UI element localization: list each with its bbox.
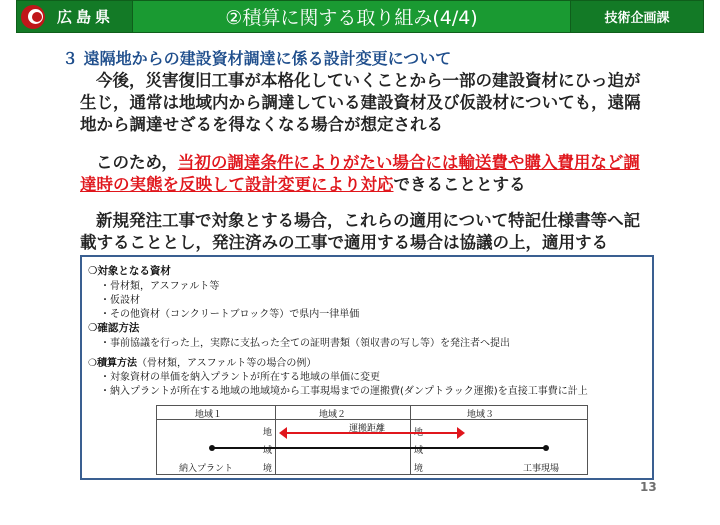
plant-label: 納入プラント — [179, 464, 234, 474]
transport-distance-label: 運搬距離 — [349, 424, 386, 434]
paragraph-2-highlight-2: 達時の実態を反映して設計変更により対応 — [80, 175, 394, 194]
box-item: ・事前協議を行った上，実際に支払った全ての証明書類（領収書の写し等）を発注者へ提出 — [100, 338, 510, 349]
paragraph-1-line-1: 今後，災害復旧工事が本格化していくことから一部の建設資材にひっ迫が — [96, 71, 641, 90]
site-label: 工事現場 — [523, 464, 560, 474]
box-heading-estimation-row — [88, 354, 316, 369]
header-prefecture-block — [17, 1, 133, 32]
box-item: ・その他資材（コンクリートブロック等）で県内一律単価 — [100, 309, 360, 320]
boundary-1-char: 境 — [263, 464, 273, 474]
details-box — [80, 255, 654, 480]
site-dot-icon — [543, 445, 549, 451]
box-heading-estimation: ❍積算方法 — [88, 358, 137, 369]
prefecture-name: 広島県 — [57, 8, 115, 26]
header-bar — [16, 0, 704, 33]
boundary-2-char: 域 — [414, 446, 424, 456]
route-line — [211, 447, 547, 449]
paragraph-2-suffix: できることとする — [393, 175, 526, 194]
section-title: ３ 遠隔地からの建設資材調達に係る設計変更について — [62, 49, 452, 68]
arrow-head-left-icon — [279, 427, 287, 439]
boundary-1-char: 域 — [263, 446, 273, 456]
box-item: ・仮設材 — [100, 295, 140, 306]
paragraph-3 — [80, 210, 680, 254]
slide-title: ②積算に関する取り組み(4/4) — [133, 1, 571, 32]
box-heading-materials: ❍対象となる資材 — [88, 265, 171, 277]
page-number: 13 — [640, 480, 657, 494]
box-heading-estimation-note: （骨材類，アスファルト等の場合の例） — [136, 358, 317, 369]
paragraph-1-line-2: 生じ，通常は地域内から調達している建設資材及び仮設材についても，遠隔 — [80, 93, 641, 112]
region-3-label: 地域３ — [467, 410, 495, 420]
region-1-label: 地域１ — [195, 410, 223, 420]
paragraph-2 — [80, 152, 680, 196]
transport-diagram — [156, 405, 588, 475]
paragraph-1 — [80, 70, 680, 136]
boundary-2-char: 地 — [414, 428, 424, 438]
arrow-head-right-icon — [457, 427, 465, 439]
box-heading-confirmation: ❍確認方法 — [88, 322, 140, 334]
paragraph-1-line-3: 地から調達せざるを得なくなる場合が想定される — [80, 115, 443, 134]
paragraph-3-line-1: 新規発注工事で対象とする場合，これらの適用について特記仕様書等へ記 — [96, 211, 641, 230]
plant-dot-icon — [209, 445, 215, 451]
box-item: ・対象資材の単価を納入プラントが所在する地域の単価に変更 — [100, 372, 380, 383]
department-name: 技術企画課 — [571, 1, 703, 32]
paragraph-2-line-1 — [80, 152, 680, 174]
prefecture-logo-icon — [21, 5, 45, 29]
paragraph-2-prefix: このため， — [96, 153, 178, 172]
boundary-line-1 — [275, 406, 276, 474]
boundary-1-char: 地 — [263, 428, 273, 438]
paragraph-2-line-2 — [80, 174, 680, 196]
box-item: ・骨材類，アスファルト等 — [100, 281, 220, 292]
box-item: ・納入プラントが所在する地域の地域境から工事現場までの運搬費(ダンプトラック運搬)を直接工事費に計上 — [100, 386, 588, 397]
boundary-2-char: 境 — [414, 464, 424, 474]
boundary-line-2 — [410, 406, 411, 474]
region-2-label: 地域２ — [319, 410, 347, 420]
paragraph-3-line-2: 載することとし，発注済みの工事で適用する場合は協議の上，適用する — [80, 233, 608, 252]
paragraph-2-highlight-1: 当初の調達条件によりがたい場合には輸送費や購入費用など調 — [177, 153, 640, 172]
